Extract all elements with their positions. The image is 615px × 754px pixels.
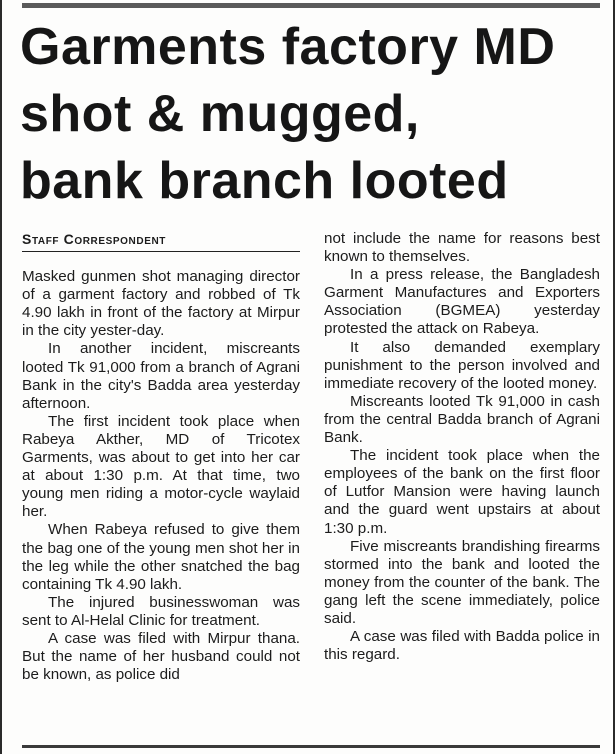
paragraph-continued: not include the name for reasons best known to themselves. bbox=[324, 230, 600, 266]
paragraph: Five miscreants brandishing firearms stormed into the bank and looted the money from the counter of the bank. The gang left the scene immediately, police said. bbox=[324, 537, 600, 627]
headline-line-3: bank branch looted bbox=[20, 152, 509, 210]
top-rule bbox=[22, 3, 600, 8]
paragraph: Masked gunmen shot managing director of a garment factory and robbed of Tk 4.90 lakh in front of the factory at Mirpur in the city yester-day. bbox=[22, 268, 300, 340]
bottom-rule bbox=[22, 745, 600, 748]
paragraph: A case was filed with Badda police in this regard. bbox=[324, 628, 600, 664]
paragraph: The first incident took place when Rabeya Akther, MD of Tricotex Garments, was about to get into her car at about 1:30 p.m. At that time, two young men riding a motor-cycle waylaid her. bbox=[22, 412, 300, 521]
paragraph: It also demanded exemplary punishment to the person involved and immediate recovery of the looted money. bbox=[324, 338, 600, 392]
byline: Staff Correspondent bbox=[22, 230, 300, 252]
paragraph: The incident took place when the employees of the bank on the first floor of Lutfor Mansion were having launch and the guard went upstairs at about 1:30 p.m. bbox=[324, 447, 600, 537]
paragraph: The injured businesswoman was sent to Al-Helal Clinic for treatment. bbox=[22, 593, 300, 629]
headline bbox=[20, 14, 605, 215]
headline-line-2: shot & mugged, bbox=[20, 85, 420, 143]
paragraph: In another incident, miscreants looted Tk 91,000 from a branch of Agrani Bank in the city's Badda area yesterday afternoon. bbox=[22, 340, 300, 412]
paragraph: Miscreants looted Tk 91,000 in cash from the central Badda branch of Agrani Bank. bbox=[324, 392, 600, 447]
paragraph: When Rabeya refused to give them the bag one of the young men shot her in the leg while the other snatched the bag containing Tk 4.90 lakh. bbox=[22, 521, 300, 593]
paragraph: A case was filed with Mirpur thana. But the name of her husband could not be known, as police did bbox=[22, 629, 300, 684]
paragraph: In a press release, the Bangladesh Garment Manufactures and Exporters Association (BGMEA) yesterday protested the attack on Rabeya. bbox=[324, 266, 600, 338]
left-column bbox=[22, 230, 300, 684]
right-column bbox=[324, 230, 600, 664]
headline-line-1: Garments factory MD bbox=[20, 18, 556, 76]
